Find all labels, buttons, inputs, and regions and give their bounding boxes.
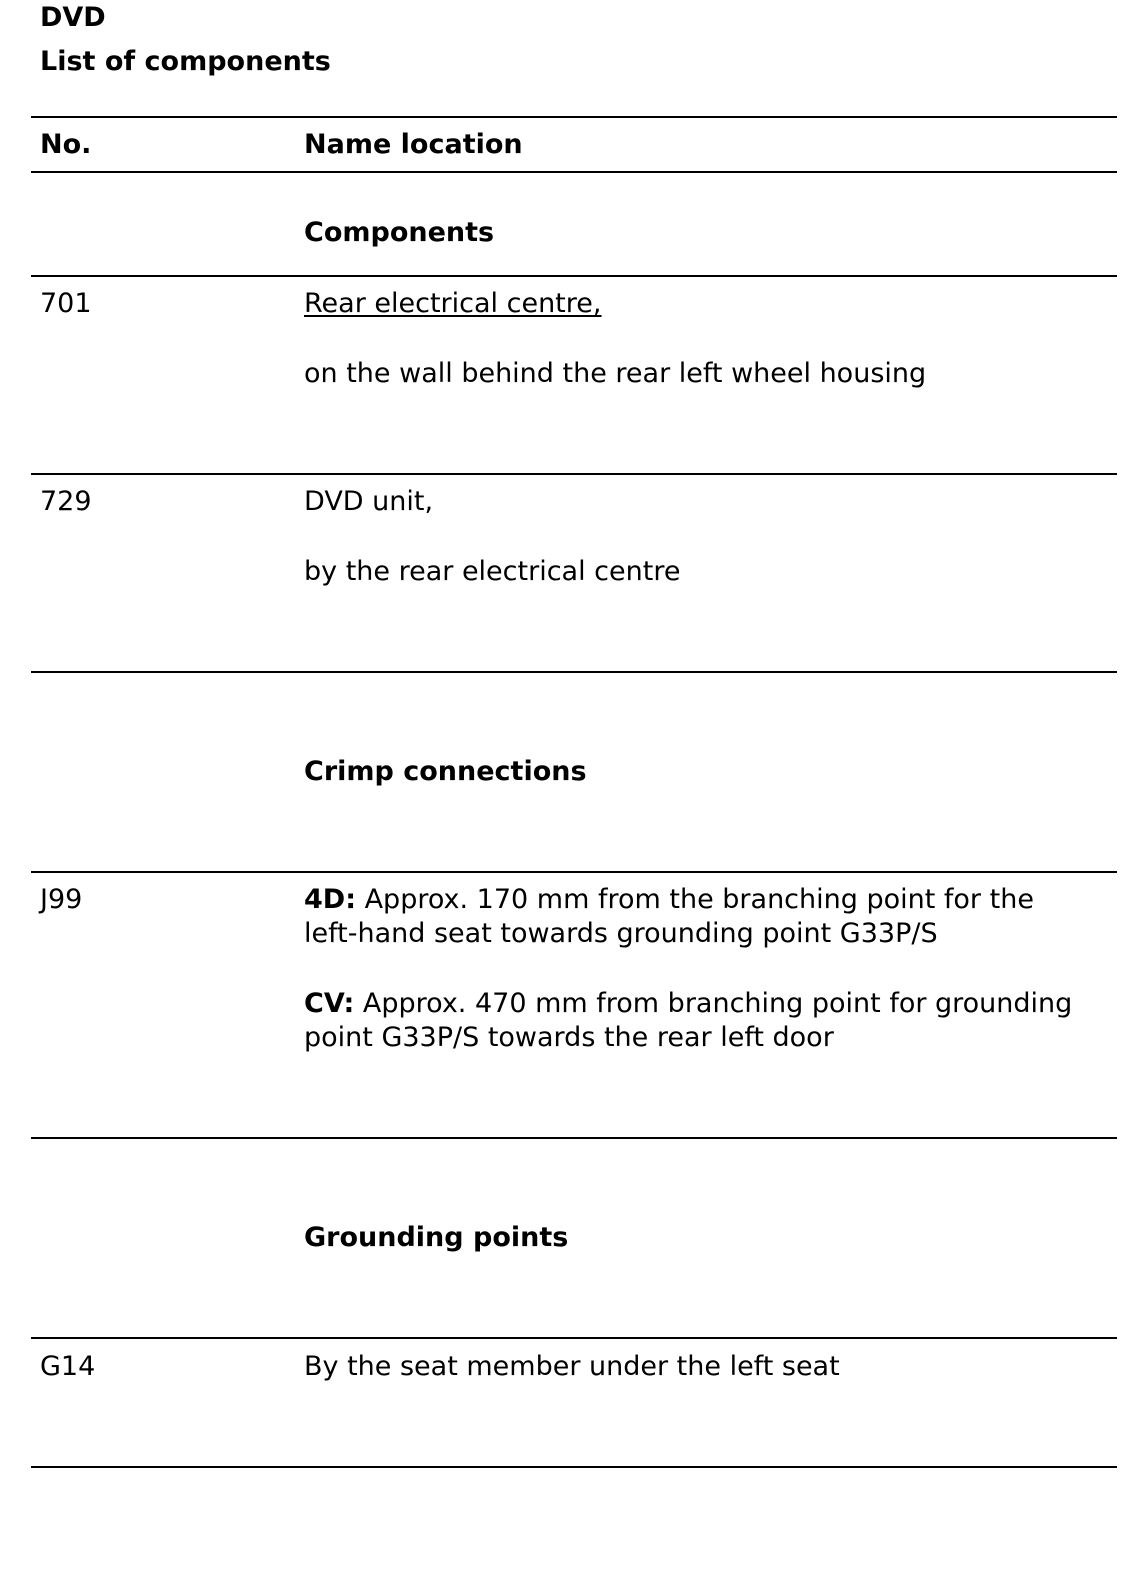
row-rule bbox=[31, 473, 1117, 475]
section-rule bbox=[31, 275, 1117, 277]
grounding-location: By the seat member under the left seat bbox=[304, 1351, 840, 1382]
section-rule bbox=[31, 871, 1117, 873]
component-name-link[interactable]: Rear electrical centre, bbox=[304, 288, 602, 319]
header-name-location: Name location bbox=[304, 129, 523, 160]
variant-label: CV: bbox=[304, 988, 355, 1019]
section-heading-grounding-points: Grounding points bbox=[304, 1222, 569, 1253]
document-title: DVD bbox=[40, 2, 106, 33]
section-heading-components: Components bbox=[304, 217, 495, 248]
crimp-location-text-continued: left-hand seat towards grounding point G33P/S bbox=[304, 918, 938, 949]
crimp-location-text-continued: point G33P/S towards the rear left door bbox=[304, 1022, 834, 1053]
row-number: J99 bbox=[40, 884, 83, 915]
row-number: 701 bbox=[40, 288, 92, 319]
variant-label: 4D: bbox=[304, 884, 356, 915]
header-bottom-rule bbox=[31, 171, 1117, 173]
header-no: No. bbox=[40, 129, 92, 160]
crimp-entry-4d bbox=[304, 883, 1034, 917]
section-heading-crimp-connections: Crimp connections bbox=[304, 756, 587, 787]
table-bottom-rule bbox=[31, 1466, 1117, 1468]
row-rule bbox=[31, 1137, 1117, 1139]
row-rule bbox=[31, 671, 1117, 673]
component-location: by the rear electrical centre bbox=[304, 556, 681, 587]
row-number: 729 bbox=[40, 486, 92, 517]
table-top-rule bbox=[31, 116, 1117, 118]
crimp-location-text: Approx. 170 mm from the branching point for the bbox=[356, 884, 1034, 915]
row-number: G14 bbox=[40, 1351, 96, 1382]
component-location: on the wall behind the rear left wheel housing bbox=[304, 358, 927, 389]
crimp-location-text: Approx. 470 mm from branching point for grounding bbox=[354, 988, 1073, 1019]
section-rule bbox=[31, 1337, 1117, 1339]
crimp-entry-cv bbox=[304, 987, 1072, 1021]
document-subtitle: List of components bbox=[40, 46, 331, 77]
component-name: DVD unit, bbox=[304, 486, 434, 517]
